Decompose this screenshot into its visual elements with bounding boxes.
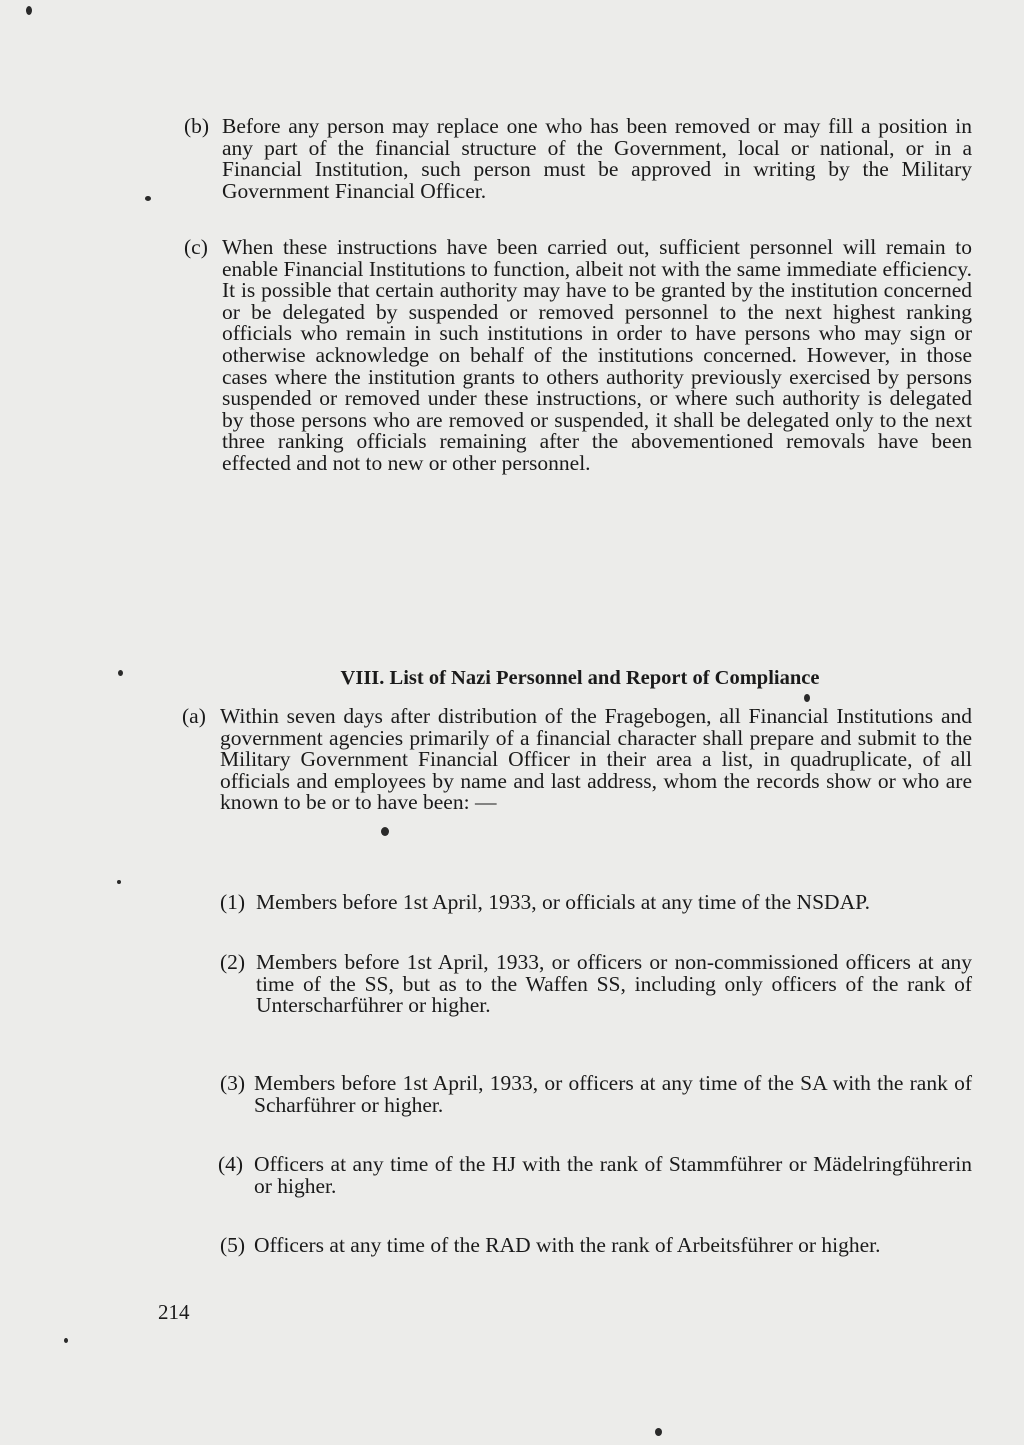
scan-speck bbox=[117, 880, 121, 884]
list-item-text: Officers at any time of the HJ with the rank of Stammführer or Mädelringführerin or higher. bbox=[254, 1152, 972, 1198]
list-item-3 bbox=[220, 1073, 972, 1116]
paragraph-text: Before any person may replace one who has been removed or may fill a position in any part of the financial structure of the Government, local or national, or in a Financial Institution, such person must be approved in writing by the Military Government Financial Officer. bbox=[222, 114, 972, 203]
list-item-1 bbox=[220, 892, 972, 914]
list-item-2 bbox=[220, 952, 972, 1017]
list-item-label: (4) bbox=[218, 1152, 244, 1176]
scan-speck bbox=[804, 694, 810, 702]
list-item-label: (1) bbox=[220, 890, 246, 914]
list-item-5 bbox=[220, 1235, 972, 1257]
list-item-text: Members before 1st April, 1933, or officers at any time of the SA with the rank of Scharführer or higher. bbox=[254, 1071, 972, 1117]
list-item-label: (3) bbox=[220, 1071, 246, 1095]
paragraph-text: Within seven days after distribution of the Fragebogen, all Financial Institutions and government agencies primarily of a financial character shall prepare and submit to the Military Government Financial Officer in their area a list, in quadruplicate, of all officials and employees by name and last address, whom the records show or who are known to be or to have been: — bbox=[220, 704, 972, 815]
section-heading: VIII. List of Nazi Personnel and Report of Compliance bbox=[340, 667, 820, 689]
paragraph-c bbox=[184, 237, 972, 475]
scan-speck bbox=[381, 827, 389, 836]
scan-speck bbox=[64, 1338, 68, 1343]
paragraph-label: (b) bbox=[184, 114, 210, 138]
scan-speck bbox=[118, 670, 123, 676]
list-item-text: Officers at any time of the RAD with the rank of Arbeitsführer or higher. bbox=[254, 1233, 881, 1257]
paragraph-label: (a) bbox=[182, 704, 206, 728]
page-number: 214 bbox=[158, 1300, 190, 1324]
scan-speck bbox=[145, 196, 151, 201]
list-item-4 bbox=[218, 1154, 972, 1197]
list-item-text: Members before 1st April, 1933, or officers or non-commissioned officers at any time of the SS, but as to the Waffen SS, including only officers of the rank of Unterscharführer or higher. bbox=[256, 950, 972, 1018]
scan-speck bbox=[26, 6, 32, 15]
list-item-label: (2) bbox=[220, 950, 246, 974]
scan-speck bbox=[655, 1428, 662, 1436]
list-item-text: Members before 1st April, 1933, or officials at any time of the NSDAP. bbox=[256, 890, 871, 914]
paragraph-text: When these instructions have been carried out, sufficient personnel will remain to enable Financial Institutions to function, albeit not with the same immediate efficiency. It is possible that certain authority may have to be granted by the institution concerned or be delegated by suspended or removed personnel to the next highest ranking officials who remain in such institutions in order to have persons who may sign or otherwise acknowledge on behalf of the institutions concerned. However, in those cases where the institution grants to others authority previously exercised by persons suspended or removed under these instructions, or where such authority is delegated by those persons who are removed or suspended, it shall be delegated only to the next three ranking officials remaining after the abovementioned removals have been effected and not to new or other personnel. bbox=[222, 235, 972, 475]
paragraph-label: (c) bbox=[184, 235, 208, 259]
list-item-label: (5) bbox=[220, 1233, 246, 1257]
paragraph-b bbox=[184, 116, 972, 202]
paragraph-a bbox=[182, 706, 972, 814]
